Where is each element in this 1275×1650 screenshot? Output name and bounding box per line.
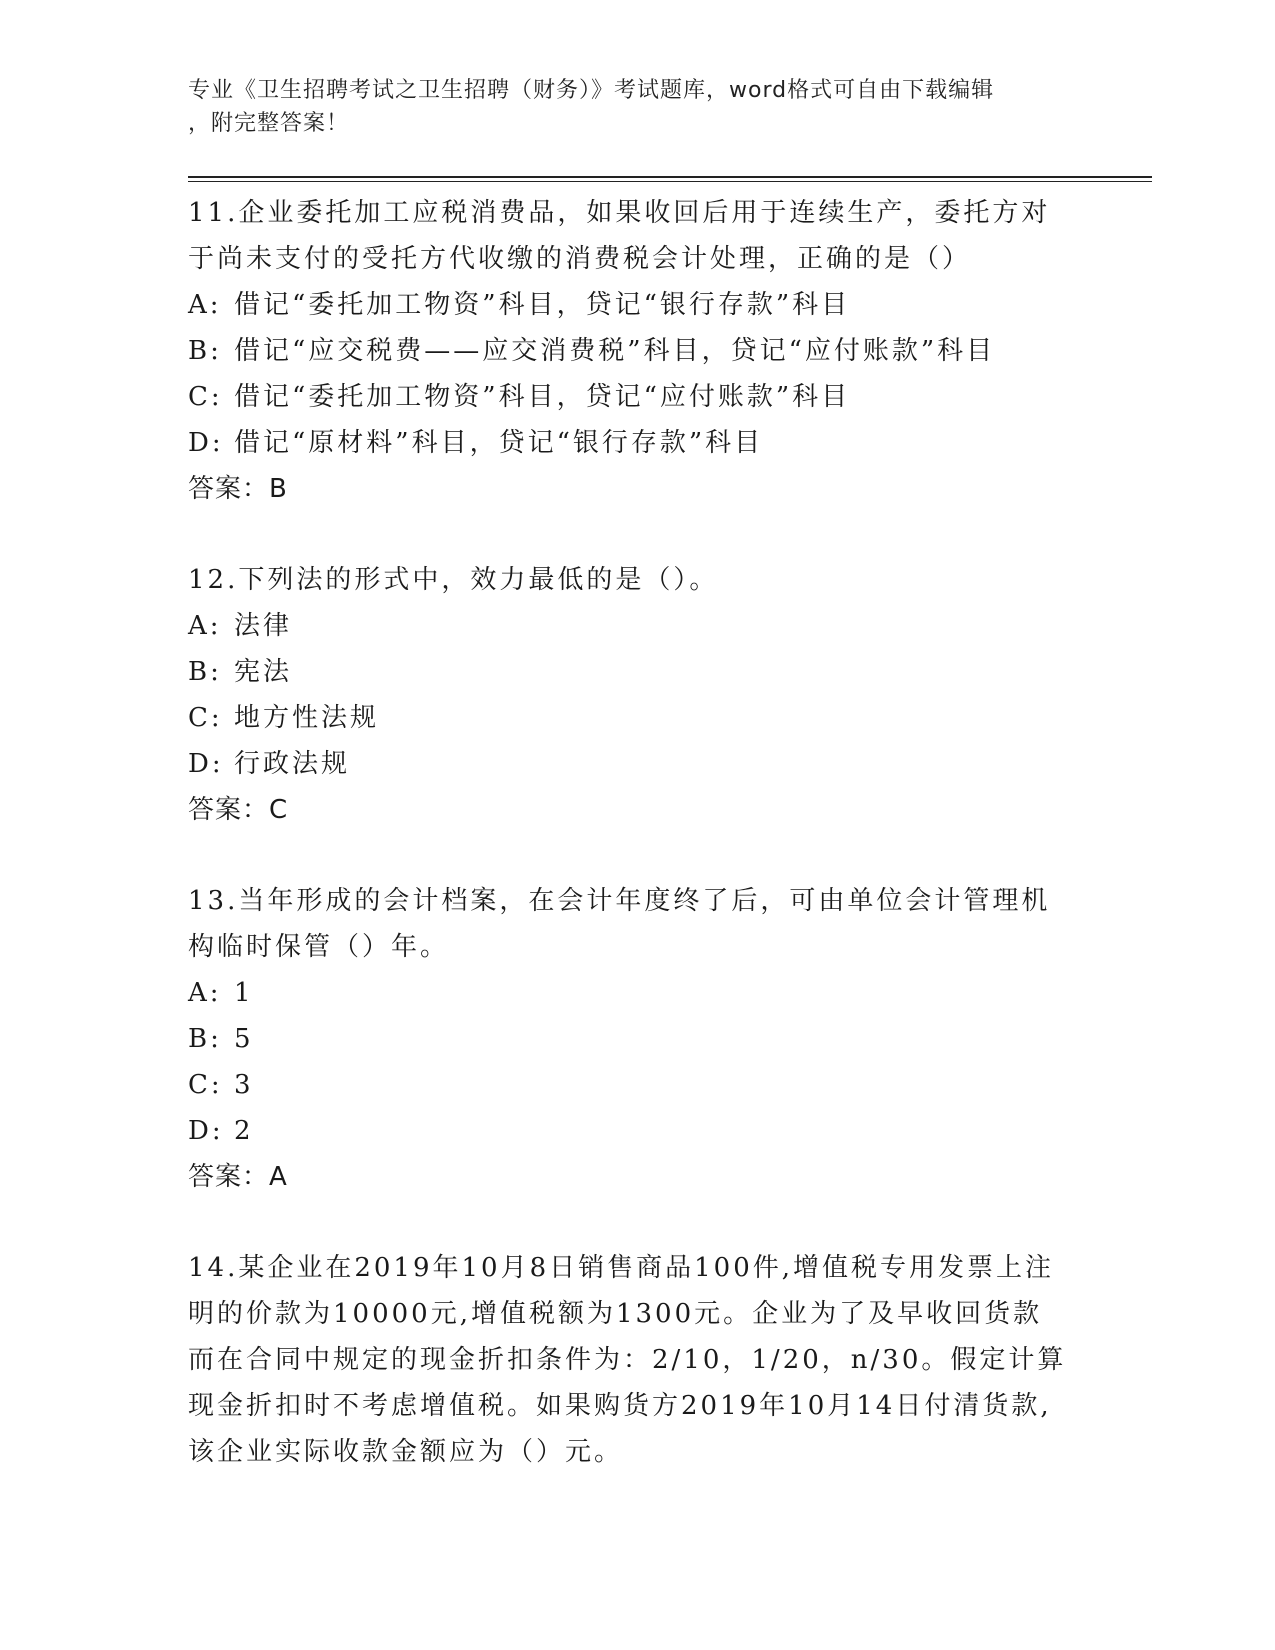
header-divider-thin	[188, 181, 1152, 182]
question-14	[188, 1245, 1068, 1475]
header-title-line1: 专业《卫生招聘考试之卫生招聘（财务）》考试题库，word格式可自由下载编辑	[188, 78, 995, 103]
question-text: 12.下列法的形式中，效力最低的是（）。	[188, 565, 719, 595]
option-text: 3	[234, 1070, 254, 1100]
document-header	[188, 74, 1068, 140]
question-text: 11.企业委托加工应税消费品，如果收回后用于连续生产，委托方对于尚未支付的受托方代收缴的消费税会计处理，正确的是（）	[188, 198, 1051, 274]
option-key: B:	[188, 1024, 222, 1054]
option-text: 借记“委托加工物资”科目，贷记“银行存款”科目	[234, 290, 851, 320]
option-key: C:	[188, 1070, 223, 1100]
option-a	[188, 970, 1068, 1016]
option-d	[188, 420, 1068, 466]
header-divider-thick	[188, 176, 1152, 178]
option-d	[188, 1108, 1068, 1154]
option-text: 宪法	[234, 657, 293, 687]
option-text: 法律	[234, 611, 293, 641]
header-title-line2: ，附完整答案！	[188, 111, 350, 136]
option-key: B:	[188, 336, 222, 366]
option-key: C:	[188, 382, 223, 412]
option-b	[188, 328, 1068, 374]
answer-text: 答案：B	[188, 474, 288, 504]
question-text: 14.某企业在2019年10月8日销售商品100件,增值税专用发票上注明的价款为10000元,增值税额为1300元。企业为了及早收回货款而在合同中规定的现金折扣条件为：2/10，1/20，n/30。假定计算现金折扣时不考虑增值税。如果购货方2019年10月14日付清货款,该企业实际收款金额应为（）元。	[188, 1253, 1067, 1467]
question-list	[188, 190, 1068, 1520]
option-d	[188, 741, 1068, 787]
option-key: A:	[188, 290, 222, 320]
question-12	[188, 557, 1068, 833]
option-text: 2	[234, 1116, 254, 1146]
option-a	[188, 282, 1068, 328]
option-key: D:	[188, 749, 224, 779]
option-text: 借记“原材料”科目，贷记“银行存款”科目	[234, 428, 764, 458]
option-b	[188, 649, 1068, 695]
option-key: D:	[188, 428, 224, 458]
option-text: 地方性法规	[234, 703, 380, 733]
question-text: 13.当年形成的会计档案，在会计年度终了后，可由单位会计管理机构临时保管（）年。	[188, 886, 1051, 962]
option-key: A:	[188, 978, 222, 1008]
option-text: 借记“应交税费——应交消费税”科目，贷记“应付账款”科目	[234, 336, 996, 366]
question-13	[188, 878, 1068, 1200]
option-key: B:	[188, 657, 222, 687]
option-c	[188, 1062, 1068, 1108]
option-b	[188, 1016, 1068, 1062]
option-text: 1	[234, 978, 254, 1008]
option-key: C:	[188, 703, 223, 733]
option-text: 行政法规	[234, 749, 351, 779]
option-c	[188, 695, 1068, 741]
option-key: A:	[188, 611, 222, 641]
answer-text: 答案：C	[188, 795, 289, 825]
answer-text: 答案：A	[188, 1162, 288, 1192]
question-11	[188, 190, 1068, 512]
option-text: 5	[234, 1024, 254, 1054]
option-key: D:	[188, 1116, 224, 1146]
option-a	[188, 603, 1068, 649]
option-c	[188, 374, 1068, 420]
option-text: 借记“委托加工物资”科目，贷记“应付账款”科目	[234, 382, 851, 412]
